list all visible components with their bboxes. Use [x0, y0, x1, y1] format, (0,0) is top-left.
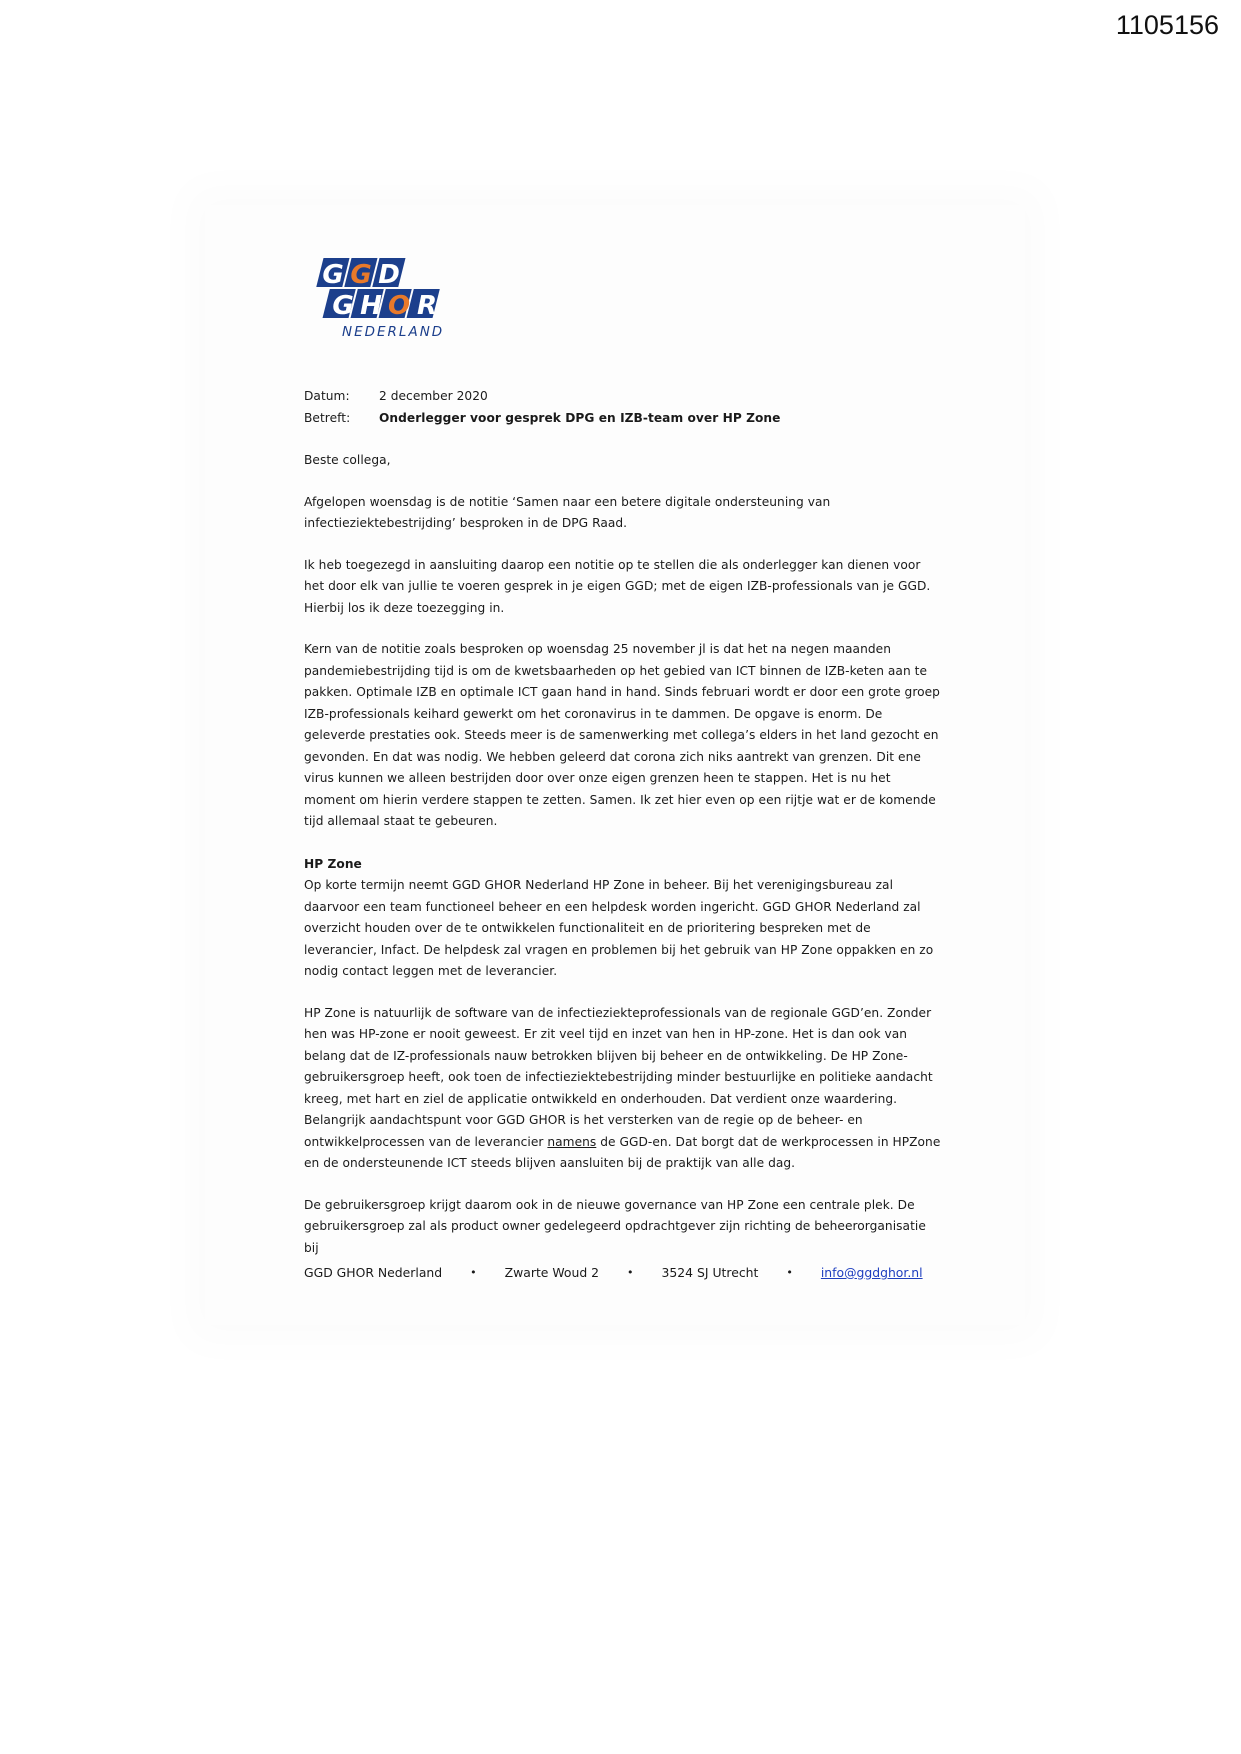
- footer-separator: •: [786, 1266, 793, 1279]
- footer-address: Zwarte Woud 2: [504, 1265, 600, 1280]
- svg-text:G: G: [332, 291, 354, 321]
- footer-separator: •: [470, 1266, 477, 1279]
- date-label: Datum:: [304, 389, 350, 403]
- paragraph: Kern van de notitie zoals besproken op woensdag 25 november jl is dat het na negen maanden pandemiebestrijding tijd is om de kwetsbaarheden op het gebied van ICT binnen de IZB-keten aan te pakken. Optimale IZB en optimale ICT gaan hand in hand. Sinds februari wordt er door een grote groep IZB-professionals keihard gewerkt om het coronavirus in te dammen. De opgave is enorm. De geleverde prestaties ook. Steeds meer is de samenwerking met collega’s elders in het land gezocht en gevonden. En dat was nodig. We hebben geleerd dat corona zich niks aantrekt van grenzen. Dit ene virus kunnen we alleen bestrijden door over onze eigen grenzen heen te stappen. Het is nu het moment om hierin verdere stappen te zetten. Samen. Ik zet hier even op een rijtje wat er de komende tijd allemaal staat te gebeuren.: [304, 642, 940, 828]
- document-id: 1105156: [1115, 10, 1219, 40]
- subject-value: Onderlegger voor gesprek DPG en IZB-team over HP Zone: [379, 410, 781, 425]
- salutation: Beste collega,: [304, 453, 391, 467]
- underlined-word: namens: [547, 1134, 597, 1149]
- letter-body: [304, 386, 944, 1259]
- svg-text:R: R: [416, 291, 438, 321]
- paragraph: Ik heb toegezegd in aansluiting daarop een notitie op te stellen die als onderlegger kan dienen voor het door elk van jullie te voeren gesprek in je eigen GGD; met de eigen IZB-professionals van je GGD. Hierbij los ik deze toezegging in.: [304, 557, 931, 615]
- section-heading: HP Zone: [304, 856, 362, 871]
- footer-email-link[interactable]: info@ggdghor.nl: [820, 1265, 923, 1280]
- date-row: [304, 386, 944, 408]
- paragraph: De gebruikersgroep krijgt daarom ook in de nieuwe governance van HP Zone een centrale plek. De gebruikersgroep zal als product owner gedelegeerd opdrachtgever zijn richting de beheerorganisatie bij: [304, 1197, 926, 1255]
- svg-text:H: H: [360, 291, 382, 321]
- subject-label: Betreft:: [304, 410, 351, 425]
- logo-subtitle: NEDERLAND: [342, 324, 445, 340]
- subject-row: [304, 408, 944, 430]
- ggd-ghor-logo: [306, 256, 461, 344]
- svg-text:D: D: [378, 260, 400, 290]
- footer-org: GGD GHOR Nederland: [304, 1265, 443, 1280]
- svg-text:O: O: [387, 291, 411, 321]
- footer-separator: •: [627, 1266, 634, 1279]
- footer-city: 3524 SJ Utrecht: [661, 1265, 759, 1280]
- date-value: 2 december 2020: [379, 389, 488, 403]
- svg-text:G: G: [322, 260, 344, 290]
- paragraph: [304, 1003, 944, 1175]
- svg-text:G: G: [350, 260, 372, 290]
- paragraph-text: HP Zone is natuurlijk de software van de infectieziekteprofessionals van de regionale GGD’en. Zonder hen was HP-zone er nooit geweest. Er zit veel tijd en inzet van hen in HP-zone. Het is dan ook van belang dat de IZ-professionals nauw betrokken blijven bij beheer en de ontwikkeling. De HP Zone-gebruikersgroep heeft, ook toen de infectieziektebestrijding minder bestuurlijke en politieke aandacht kreeg, met hart en ziel de applicatie ontwikkeld en onderhouden. Dat verdient onze waardering. Belangrijk aandachtspunt voor GGD GHOR is het versterken van de regie op de beheer- en ontwikkelprocessen van de leverancier: [304, 1005, 933, 1149]
- paragraph-text: de GGD-en. Dat borgt dat de werkprocessen in HPZone en de ondersteunende ICT steeds blijven aansluiten bij de praktijk van alle dag.: [304, 1134, 941, 1170]
- paragraph: Op korte termijn neemt GGD GHOR Nederland HP Zone in beheer. Bij het verenigingsbureau zal daarvoor een team functioneel beheer en een helpdesk worden ingericht. GGD GHOR Nederland zal overzicht houden over de te ontwikkelen functionaliteit en de prioritering bespreken met de leverancier, Infact. De helpdesk zal vragen en problemen bij het gebruik van HP Zone oppakken en zo nodig contact leggen met de leverancier.: [304, 878, 934, 978]
- paragraph: Afgelopen woensdag is de notitie ‘Samen naar een betere digitale ondersteuning van infectieziektebestrijding’ besproken in de DPG Raad.: [304, 494, 831, 530]
- letter-footer: [304, 1265, 944, 1280]
